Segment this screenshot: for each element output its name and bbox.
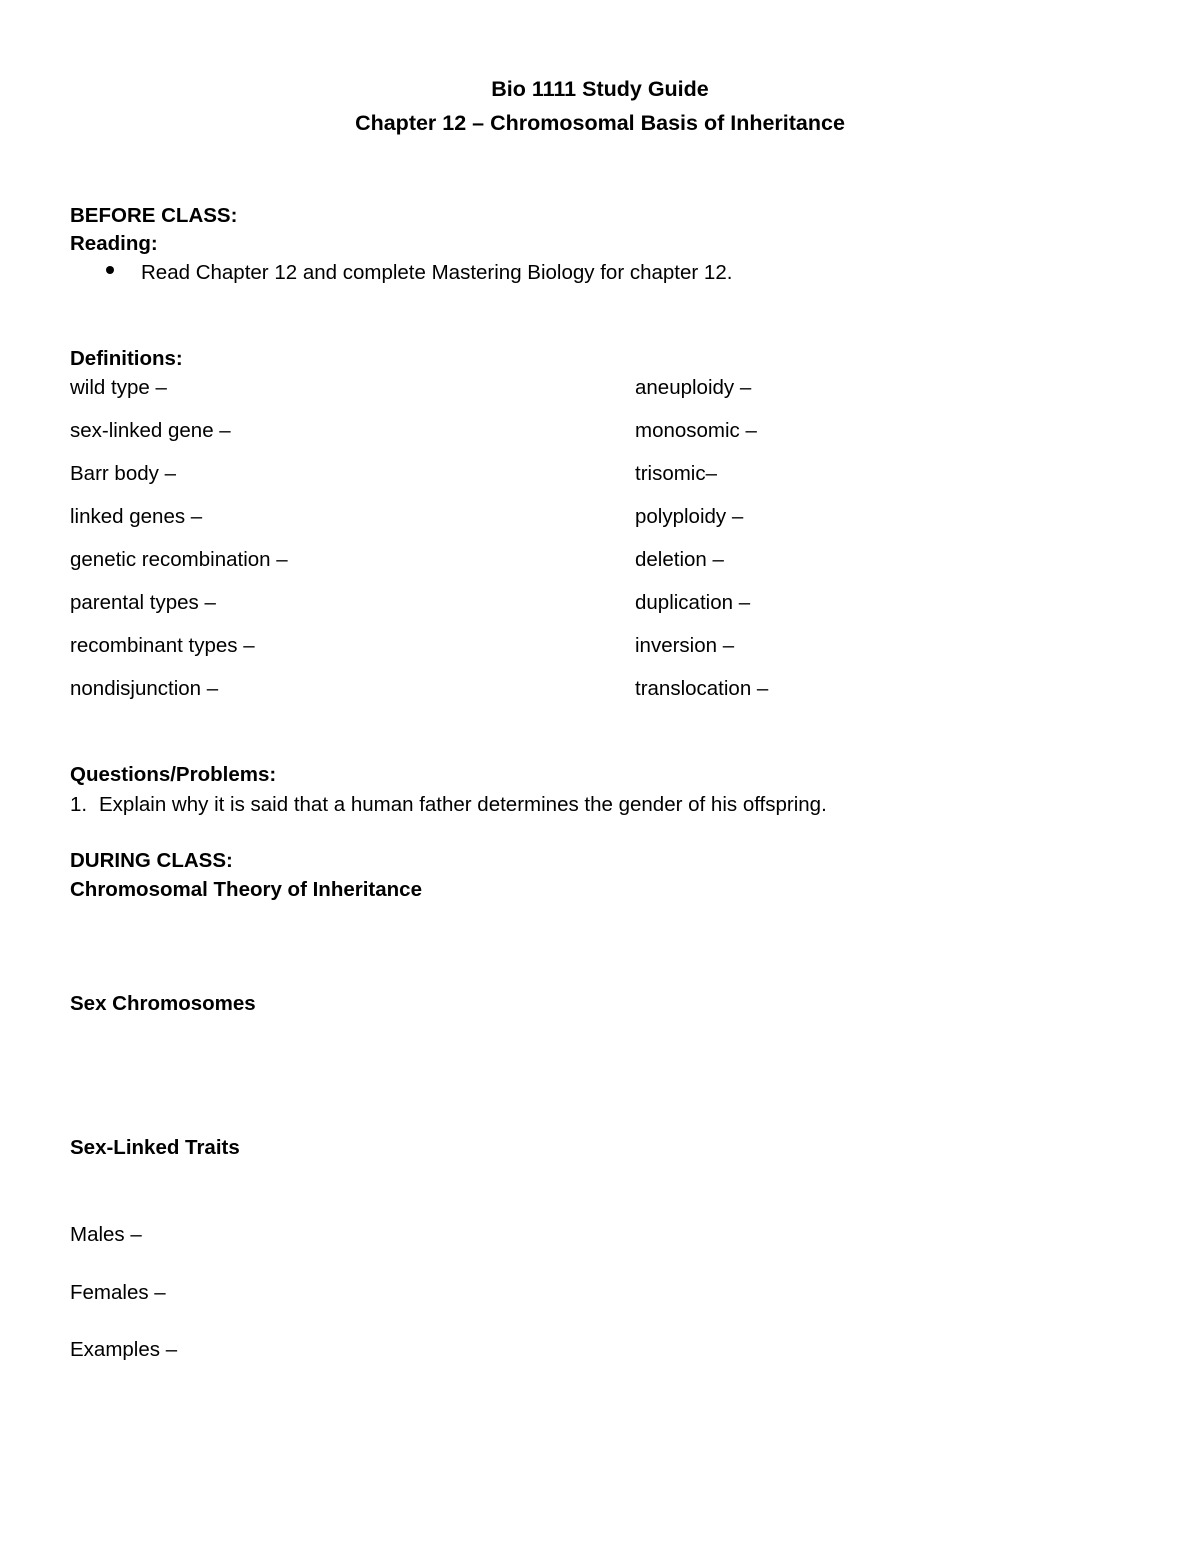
definition-term: inversion – <box>635 634 735 657</box>
definition-term: genetic recombination – <box>70 548 288 571</box>
sex-linked-item: Females – <box>70 1281 166 1304</box>
definition-term: aneuploidy – <box>635 376 752 399</box>
document-subtitle: Chapter 12 – Chromosomal Basis of Inheritance <box>355 111 845 135</box>
during-class-heading: DURING CLASS: <box>70 849 233 872</box>
section-heading: Sex Chromosomes <box>70 992 256 1015</box>
definition-term: wild type – <box>70 376 167 399</box>
sex-linked-item: Examples – <box>70 1338 178 1361</box>
definition-term: trisomic– <box>635 462 718 485</box>
definition-term: nondisjunction – <box>70 677 219 700</box>
definition-term: deletion – <box>635 548 724 571</box>
definition-term: sex-linked gene – <box>70 419 231 442</box>
questions-heading: Questions/Problems: <box>70 763 277 786</box>
reading-heading: Reading: <box>70 232 158 255</box>
definition-term: duplication – <box>635 591 751 614</box>
definition-term: parental types – <box>70 591 216 614</box>
definition-term: Barr body – <box>70 462 176 485</box>
section-heading: Chromosomal Theory of Inheritance <box>70 878 422 901</box>
document-title: Bio 1111 Study Guide <box>491 77 709 101</box>
definition-term: polyploidy – <box>635 505 744 528</box>
definition-term: monosomic – <box>635 419 757 442</box>
section-heading: Sex-Linked Traits <box>70 1136 240 1159</box>
definition-term: translocation – <box>635 677 769 700</box>
question-number: 1. <box>70 793 88 816</box>
definition-term: recombinant types – <box>70 634 255 657</box>
reading-bullet-text: Read Chapter 12 and complete Mastering Biology for chapter 12. <box>141 261 733 284</box>
definitions-heading: Definitions: <box>70 347 183 370</box>
question-text: Explain why it is said that a human father determines the gender of his offspring. <box>99 793 827 816</box>
before-class-heading: BEFORE CLASS: <box>70 204 238 227</box>
sex-linked-item: Males – <box>70 1223 142 1246</box>
bullet-icon <box>106 266 114 274</box>
definition-term: linked genes – <box>70 505 203 528</box>
